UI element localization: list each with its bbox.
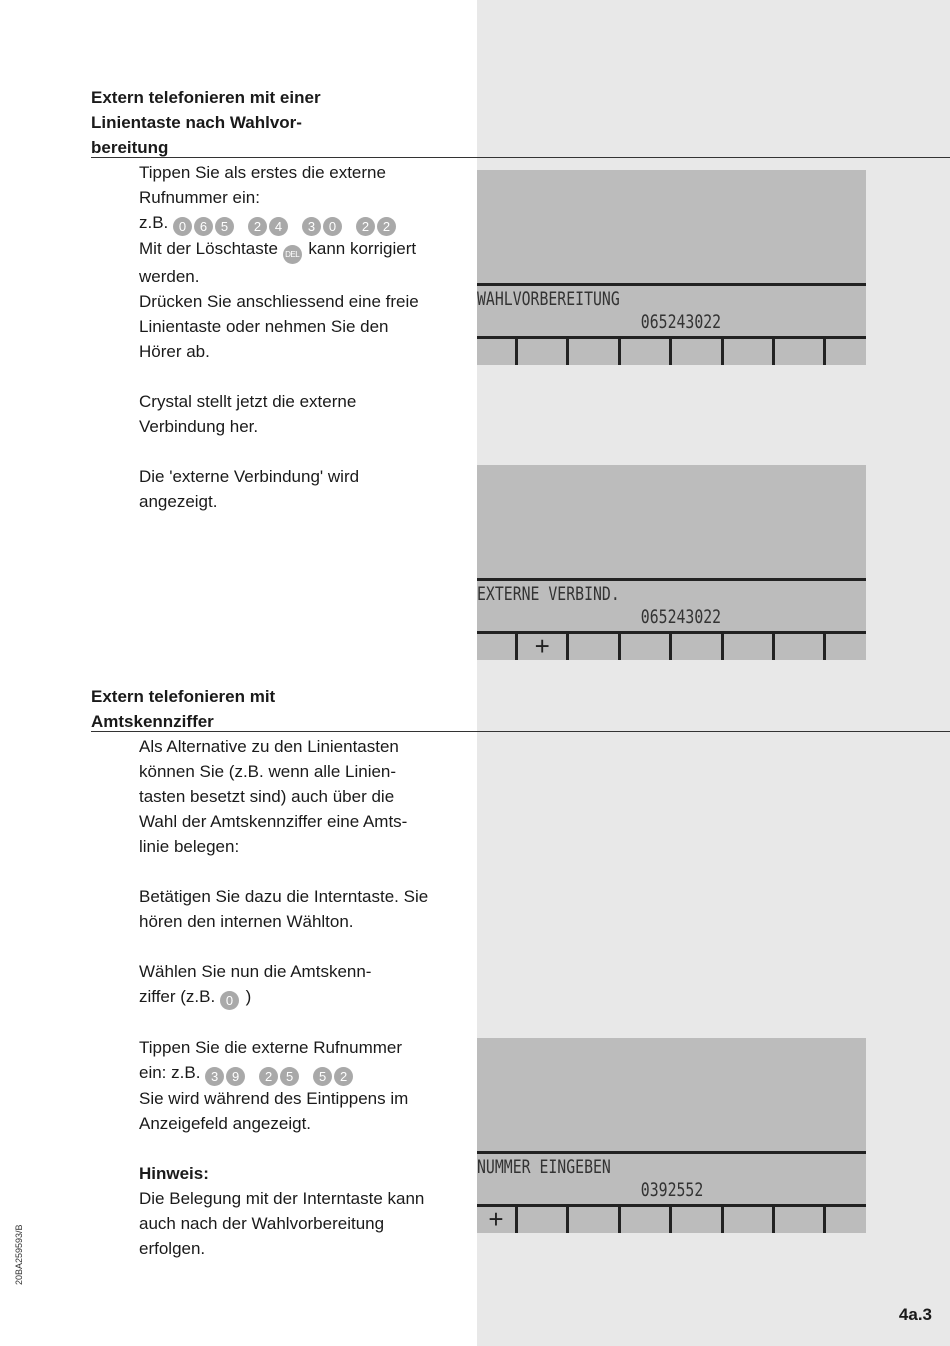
display-text (477, 286, 865, 336)
document-code: 20BA259593/B (14, 1224, 24, 1285)
example-keys-line (139, 210, 469, 236)
phone-display-3 (477, 1038, 866, 1233)
phone-display-2 (477, 465, 866, 660)
softkey[interactable] (724, 1207, 775, 1233)
example-keys-line (139, 1060, 469, 1086)
key-5-icon: 5 (280, 1067, 299, 1086)
heading-line: Amtskennziffer (91, 712, 214, 731)
body-line: werden. (139, 267, 200, 286)
body-line: Rufnummer ein: (139, 188, 260, 207)
display-text (477, 1154, 865, 1204)
body-line: Hörer ab. (139, 342, 210, 361)
body-line: Anzeigefeld angezeigt. (139, 1114, 312, 1133)
body-line: Die Belegung mit der Interntaste kann (139, 1189, 425, 1208)
heading-line: Linientaste nach Wahlvor- (91, 113, 302, 132)
key-5-icon: 5 (313, 1067, 332, 1086)
softkey[interactable] (775, 1207, 826, 1233)
softkey[interactable] (672, 1207, 723, 1233)
key-9-icon: 9 (226, 1067, 245, 1086)
body-line: Crystal stellt jetzt die externe (139, 392, 357, 411)
section1-divider (91, 157, 950, 158)
display-upper-area (477, 465, 866, 581)
display-upper-area (477, 1038, 866, 1154)
display-upper-area (477, 170, 866, 286)
heading-line: Extern telefonieren mit einer (91, 88, 321, 107)
section1-heading (91, 85, 391, 160)
softkey[interactable] (826, 339, 866, 365)
section1-body (139, 160, 469, 514)
key-2-icon: 2 (356, 217, 375, 236)
softkey[interactable] (621, 634, 672, 660)
section2-body (139, 734, 469, 1261)
key-3-icon: 3 (302, 217, 321, 236)
softkey[interactable] (672, 339, 723, 365)
softkey[interactable] (672, 634, 723, 660)
softkey[interactable] (826, 1207, 866, 1233)
key-3-icon: 3 (205, 1067, 224, 1086)
body-line: angezeigt. (139, 492, 218, 511)
display-line-1: NUMMER EINGEBEN (477, 1156, 611, 1178)
softkey-row (477, 336, 866, 365)
heading-line: bereitung (91, 138, 169, 157)
display-line-2: 065243022 (640, 606, 722, 628)
heading-line: Extern telefonieren mit (91, 687, 276, 706)
display-line-1: EXTERNE VERBIND. (477, 583, 620, 605)
amt-key-line (139, 984, 469, 1010)
body-text: ziffer (z.B. (139, 987, 216, 1006)
body-line: Wählen Sie nun die Amtskenn- (139, 962, 372, 981)
key-0-icon: 0 (220, 991, 239, 1010)
softkey-plus-icon[interactable]: + (477, 1207, 518, 1233)
section2-heading (91, 684, 391, 734)
body-line: Die 'externe Verbindung' wird (139, 467, 360, 486)
softkey[interactable] (569, 1207, 620, 1233)
body-line: Drücken Sie anschliessend eine freie (139, 292, 419, 311)
body-line: Verbindung her. (139, 417, 259, 436)
softkey-row (477, 1204, 866, 1233)
softkey[interactable] (724, 634, 775, 660)
body-line: hören den internen Wählton. (139, 912, 354, 931)
key-0-icon: 0 (323, 217, 342, 236)
softkey-plus-icon[interactable]: + (518, 634, 569, 660)
softkey[interactable] (826, 634, 866, 660)
key-2-icon: 2 (334, 1067, 353, 1086)
body-line: Tippen Sie die externe Rufnummer (139, 1038, 403, 1057)
body-line: tasten besetzt sind) auch über die (139, 787, 395, 806)
phone-display-1 (477, 170, 866, 365)
softkey[interactable] (775, 634, 826, 660)
body-line: Als Alternative zu den Linientasten (139, 737, 399, 756)
body-line: erfolgen. (139, 1239, 206, 1258)
body-line: Tippen Sie als erstes die externe (139, 163, 386, 182)
body-line: Betätigen Sie dazu die Interntaste. Sie (139, 887, 429, 906)
softkey-row (477, 631, 866, 660)
softkey[interactable] (621, 339, 672, 365)
key-2-icon: 2 (377, 217, 396, 236)
display-line-2: 0392552 (640, 1179, 704, 1201)
body-line: können Sie (z.B. wenn alle Linien- (139, 762, 397, 781)
body-line: Wahl der Amtskennziffer eine Amts- (139, 812, 408, 831)
softkey[interactable] (477, 339, 518, 365)
display-line-1: WAHLVORBEREITUNG (477, 288, 620, 310)
softkey[interactable] (477, 634, 518, 660)
key-2-icon: 2 (259, 1067, 278, 1086)
softkey[interactable] (569, 634, 620, 660)
softkey[interactable] (724, 339, 775, 365)
softkey[interactable] (518, 1207, 569, 1233)
example-label: ein: z.B. (139, 1063, 201, 1082)
example-label: z.B. (139, 213, 169, 232)
key-4-icon: 4 (269, 217, 288, 236)
softkey[interactable] (569, 339, 620, 365)
body-line: auch nach der Wahlvorbereitung (139, 1214, 385, 1233)
softkey[interactable] (775, 339, 826, 365)
note-heading: Hinweis: (139, 1164, 209, 1183)
display-line-2: 065243022 (640, 311, 722, 333)
softkey[interactable] (621, 1207, 672, 1233)
key-5-icon: 5 (215, 217, 234, 236)
body-text: kann korrigiert (308, 239, 417, 258)
display-text (477, 581, 865, 631)
body-line: linie belegen: (139, 837, 240, 856)
page-number: 4a.3 (898, 1305, 932, 1324)
body-text: ) (245, 987, 252, 1006)
softkey[interactable] (518, 339, 569, 365)
body-text: Mit der Löschtaste (139, 239, 278, 258)
key-0-icon: 0 (173, 217, 192, 236)
body-line: Linientaste oder nehmen Sie den (139, 317, 389, 336)
delete-key-line (139, 236, 469, 264)
key-2-icon: 2 (248, 217, 267, 236)
key-6-icon: 6 (194, 217, 213, 236)
body-line: Sie wird während des Eintippens im (139, 1089, 409, 1108)
delete-key-icon: DEL (283, 245, 302, 264)
section2-divider (91, 731, 950, 732)
